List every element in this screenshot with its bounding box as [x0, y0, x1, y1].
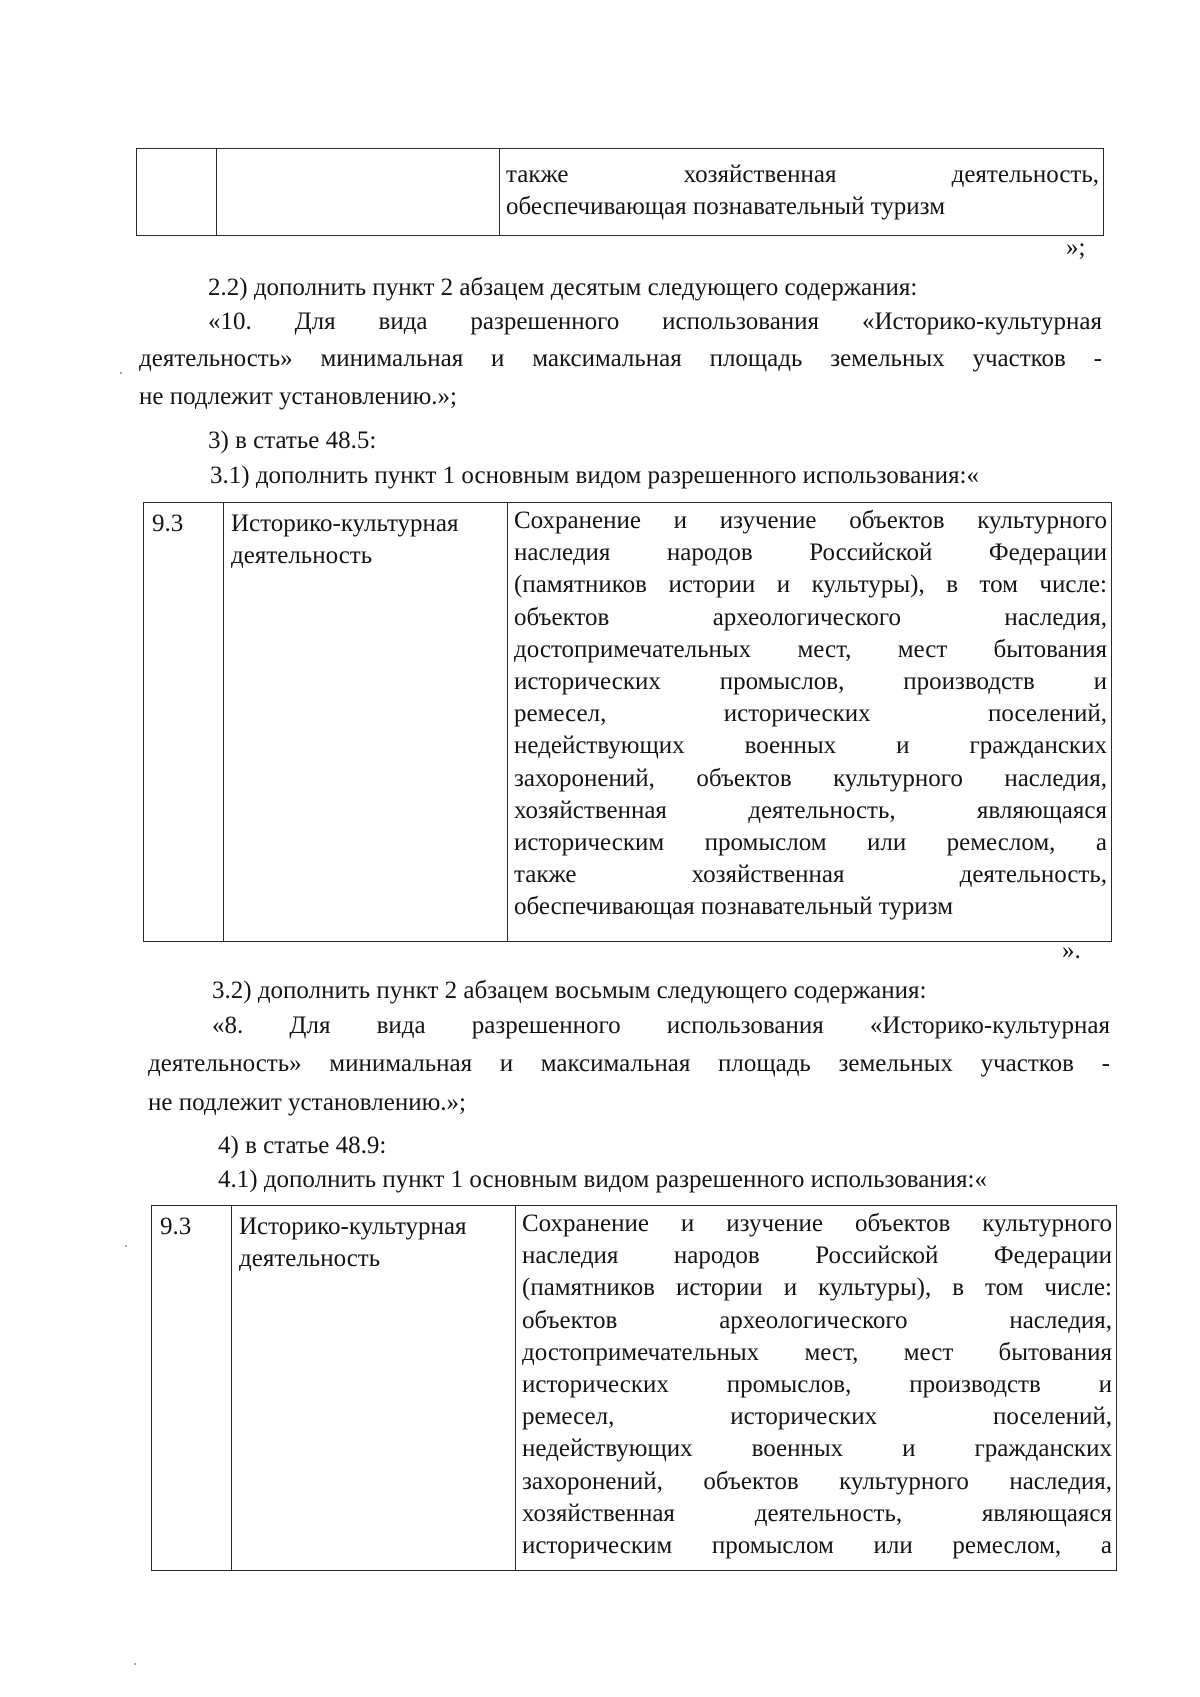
paragraph-2-2: 2.2) дополнить пункт 2 абзацем десятым следующего содержания: — [208, 274, 918, 301]
table-1-desc-line: обеспечивающая познавательный туризм — [514, 893, 954, 921]
table-1-desc-line — [514, 795, 1107, 827]
table-1-desc-line — [514, 666, 1107, 698]
paragraph-10-line-2 — [139, 345, 1102, 373]
word: и — [1098, 1371, 1112, 1399]
table-2-desc-line — [522, 1466, 1112, 1498]
word: деятельность, — [959, 861, 1107, 889]
table-2-desc-line — [522, 1530, 1112, 1562]
word: том — [984, 1274, 1024, 1302]
land-use-table-1 — [143, 502, 1112, 942]
table-1-name-line-1: Историко-культурная — [231, 510, 459, 537]
word: бытования — [998, 1338, 1112, 1366]
table-2-desc-line — [522, 1337, 1112, 1369]
word: хозяйственная — [691, 861, 845, 889]
word: объектов — [703, 1467, 799, 1495]
table-2-desc-line — [522, 1433, 1112, 1465]
word: истории — [675, 1274, 763, 1302]
word: культурного — [982, 1210, 1112, 1237]
word: земельных — [838, 1050, 953, 1077]
word: том — [979, 571, 1018, 599]
word: и — [680, 1210, 695, 1237]
word: - — [1093, 345, 1102, 372]
word: разрешенного — [470, 308, 620, 335]
word: в — [952, 1274, 964, 1302]
table-2-desc-line — [522, 1272, 1112, 1304]
word: истории — [668, 571, 756, 599]
top-table-closing-quote: »; — [1066, 234, 1086, 261]
word: Сохранение — [514, 507, 641, 534]
word: в — [946, 571, 958, 599]
word: вида — [376, 1012, 426, 1039]
word: объектов — [696, 764, 792, 792]
word: и — [499, 1050, 514, 1077]
word: промыслов, — [719, 668, 845, 696]
word: участков — [980, 1050, 1074, 1077]
table-1-desc-line — [514, 569, 1107, 601]
word: исторических — [730, 1403, 878, 1431]
word: производств — [909, 1371, 1041, 1399]
table-1-desc-line — [514, 763, 1107, 795]
word: «8. — [212, 1012, 244, 1039]
scan-speck — [120, 372, 122, 374]
word: археологического — [712, 603, 901, 631]
word: деятельность» — [148, 1050, 302, 1077]
word: культуры), — [811, 571, 925, 599]
word: максимальная — [532, 345, 682, 372]
top-table-code-cell — [137, 149, 217, 235]
word: недействующих — [514, 732, 685, 760]
word: (памятников — [514, 571, 647, 599]
word: наследия, — [1004, 764, 1107, 792]
paragraph-3-1: 3.1) дополнить пункт 1 основным видом разрешенного использования:« — [210, 462, 980, 489]
word: и — [1093, 668, 1107, 696]
word: ремеслом, — [946, 829, 1056, 857]
word: объектов — [854, 1210, 951, 1237]
word: числе: — [1039, 571, 1107, 599]
word: - — [1101, 1050, 1110, 1077]
word: использования — [666, 1012, 824, 1039]
word: или — [873, 1532, 913, 1560]
word: историческим — [522, 1532, 673, 1560]
word: Российской — [809, 539, 933, 567]
word: объектов — [849, 507, 945, 534]
word: мест, — [797, 635, 852, 663]
table-1-desc-line — [514, 730, 1107, 762]
word: военных — [744, 732, 837, 760]
word: и — [776, 571, 791, 599]
word: военных — [751, 1435, 844, 1463]
word: изучение — [726, 1210, 824, 1237]
word: и — [783, 1274, 798, 1302]
word: промыслом — [704, 829, 827, 857]
word: хозяйственная — [514, 796, 667, 824]
word: являющаяся — [976, 796, 1107, 824]
table-2-name-cell — [232, 1206, 516, 1570]
word: а — [1095, 829, 1107, 857]
paragraph-4-1: 4.1) дополнить пункт 1 основным видом разрешенного использования:« — [218, 1166, 988, 1193]
word: «Историко-культурная — [861, 308, 1102, 335]
paragraph-8-line-2 — [148, 1050, 1110, 1078]
table-2-name-line-1: Историко-культурная — [239, 1213, 467, 1240]
word: «10. — [208, 308, 252, 335]
table-2-desc-line — [522, 1208, 1112, 1240]
word: Российской — [815, 1242, 939, 1270]
word: ремесел, — [514, 700, 607, 728]
word: наследия — [514, 539, 611, 567]
word: захоронений, — [522, 1467, 663, 1495]
word: площадь — [718, 1050, 811, 1077]
word: изучение — [719, 507, 817, 534]
word: мест, — [804, 1338, 859, 1366]
word: захоронений, — [514, 764, 655, 792]
word: наследия, — [1004, 603, 1107, 631]
word: Федерации — [988, 539, 1107, 567]
table-2-desc-cell — [516, 1206, 1116, 1570]
word: достопримечательных — [522, 1338, 760, 1366]
word: участков — [972, 345, 1066, 372]
paragraph-10-line-1 — [208, 308, 1102, 336]
word: промыслов, — [726, 1371, 852, 1399]
word: и — [896, 732, 910, 760]
scan-speck — [134, 1663, 136, 1665]
scan-speck — [125, 1245, 127, 1247]
word: (памятников — [522, 1274, 655, 1302]
word: Федерации — [993, 1242, 1112, 1270]
word: культурного — [833, 764, 963, 792]
word: земельных — [830, 345, 945, 372]
word: культурного — [977, 507, 1107, 534]
word: недействующих — [522, 1435, 693, 1463]
word: историческим — [514, 829, 665, 857]
word: Сохранение — [522, 1210, 649, 1237]
top-table-desc-cell — [500, 149, 1103, 235]
word: бытования — [993, 635, 1107, 663]
word: разрешенного — [471, 1012, 621, 1039]
word: «Историко-культурная — [869, 1012, 1110, 1039]
word: минимальная — [320, 345, 464, 372]
word: вида — [378, 308, 428, 335]
word: также — [514, 861, 577, 889]
paragraph-3-2: 3.2) дополнить пункт 2 абзацем восьмым следующего содержания: — [212, 977, 927, 1004]
table-1-desc-line — [514, 537, 1107, 569]
table-1-desc-line — [514, 698, 1107, 730]
word: достопримечательных — [514, 635, 752, 663]
top-table — [136, 148, 1104, 236]
word: использования — [662, 308, 820, 335]
word: гражданских — [974, 1435, 1112, 1463]
top-table-name-cell — [217, 149, 500, 235]
word: ремеслом, — [952, 1532, 1062, 1560]
word: площадь — [709, 345, 803, 372]
table-2-desc-line — [522, 1305, 1112, 1337]
word: Для — [289, 1012, 331, 1039]
word: а — [1100, 1532, 1112, 1560]
paragraph-4: 4) в статье 48.9: — [218, 1132, 387, 1159]
paragraph-8-line-1 — [212, 1012, 1110, 1040]
word: народов — [673, 1242, 760, 1270]
land-use-table-2 — [151, 1205, 1117, 1571]
paragraph-8-line-3: не подлежит установлению.»; — [148, 1089, 466, 1116]
word: мест — [897, 635, 948, 663]
word: деятельность, — [748, 796, 896, 824]
word: минимальная — [329, 1050, 473, 1077]
paragraph-3: 3) в статье 48.5: — [208, 427, 377, 454]
word: наследия — [522, 1242, 619, 1270]
word: культуры), — [818, 1274, 932, 1302]
word: объектов — [522, 1306, 618, 1334]
word: максимальная — [540, 1050, 691, 1077]
table-2-code-cell — [152, 1206, 232, 1570]
table-1-desc-line — [514, 602, 1107, 634]
paragraph-10-line-3: не подлежит установлению.»; — [139, 383, 457, 410]
word: числе: — [1044, 1274, 1112, 1302]
word: исторических — [723, 700, 871, 728]
word: деятельность» — [139, 345, 293, 372]
word: археологического — [719, 1306, 908, 1334]
word: поселений, — [988, 700, 1107, 728]
word: объектов — [514, 603, 610, 631]
word: исторических — [514, 668, 661, 696]
table-1-name-line-2: деятельность — [231, 542, 373, 570]
word: являющаяся — [981, 1499, 1112, 1527]
word: мест — [903, 1338, 954, 1366]
word: и — [902, 1435, 916, 1463]
word: деятельность, — [754, 1499, 903, 1527]
table-1-closing-quote: ». — [1062, 937, 1081, 964]
table-2-desc-line — [522, 1369, 1112, 1401]
word: или — [866, 829, 907, 857]
word: наследия, — [1009, 1467, 1112, 1495]
word: ремесел, — [522, 1403, 615, 1431]
table-1-desc-line — [514, 505, 1107, 537]
word: хозяйственная — [522, 1499, 675, 1527]
table-2-code: 9.3 — [160, 1213, 192, 1240]
table-1-code: 9.3 — [152, 510, 184, 537]
table-1-name-cell — [224, 503, 508, 941]
word: исторических — [522, 1371, 669, 1399]
word: производств — [903, 668, 1035, 696]
word: также — [506, 161, 569, 188]
table-2-desc-line — [522, 1401, 1112, 1433]
top-table-desc-line — [506, 159, 1099, 191]
table-1-code-cell — [144, 503, 224, 941]
word: хозяйственная — [683, 161, 837, 188]
table-1-desc-line — [514, 859, 1107, 891]
word: наследия, — [1009, 1306, 1112, 1334]
word: промыслом — [711, 1532, 834, 1560]
word: культурного — [839, 1467, 969, 1495]
table-1-desc-cell — [508, 503, 1111, 941]
word: и — [673, 507, 688, 534]
word: гражданских — [969, 732, 1107, 760]
word: народов — [666, 539, 753, 567]
table-1-desc-line — [514, 827, 1107, 859]
word: и — [491, 345, 505, 372]
table-2-name-line-2: деятельность — [239, 1245, 381, 1273]
word: поселений, — [993, 1403, 1112, 1431]
word: деятельность, — [951, 161, 1099, 188]
table-2-desc-line — [522, 1498, 1112, 1530]
table-1-desc-line — [514, 634, 1107, 666]
word: Для — [294, 308, 336, 335]
table-2-desc-line — [522, 1240, 1112, 1272]
top-table-desc-line: обеспечивающая познавательный туризм — [506, 193, 946, 221]
